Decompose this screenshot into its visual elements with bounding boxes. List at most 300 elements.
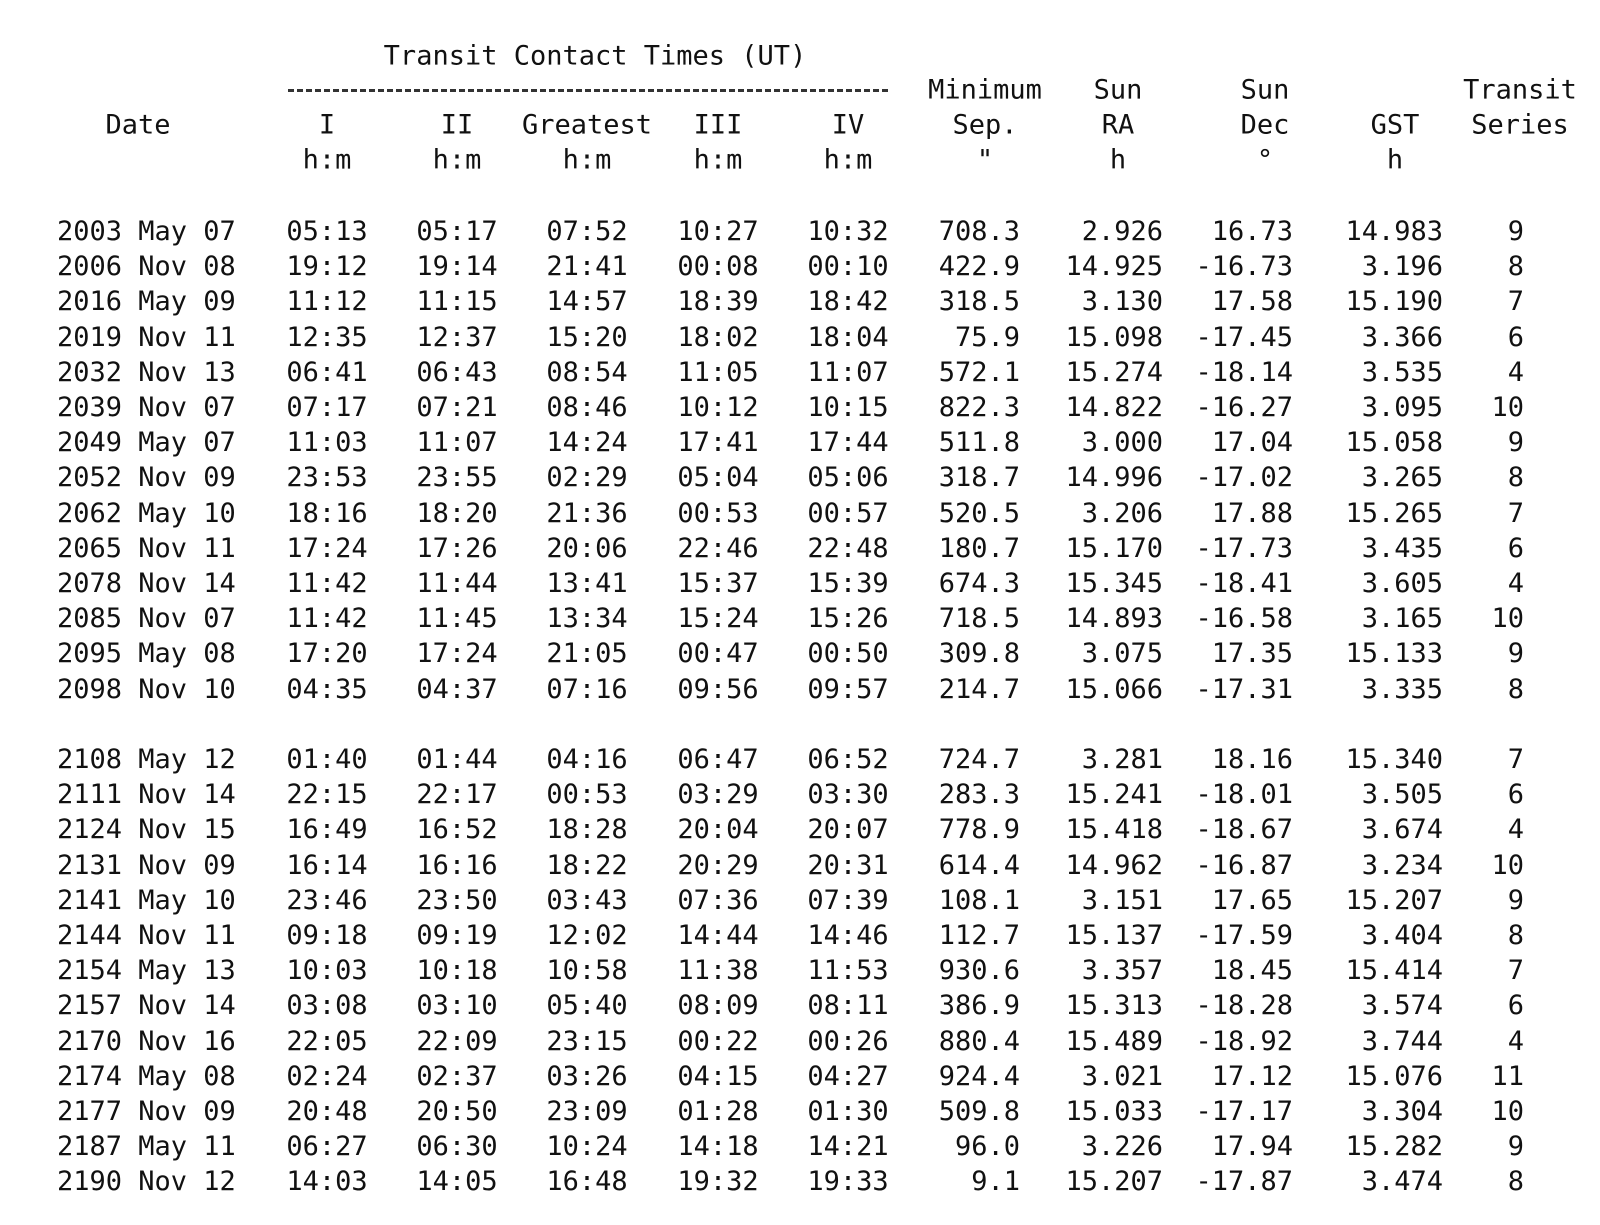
- cell-greatest: 21:05: [546, 638, 628, 670]
- cell-min-sep: 180.7: [938, 532, 1020, 564]
- cell-contact-ii: 11:45: [416, 603, 498, 635]
- header-contact-iv-line-1: IV: [831, 109, 865, 141]
- header-sun-dec-line-1: Sun: [1240, 74, 1290, 106]
- cell-gst: 3.095: [1361, 392, 1443, 423]
- cell-sun-dec: -17.73: [1195, 532, 1293, 564]
- cell-sun-dec: 17.58: [1211, 286, 1293, 318]
- cell-gst: 3.435: [1361, 532, 1443, 564]
- cell-contact-iii: 00:53: [677, 497, 759, 529]
- cell-sun-ra: 15.345: [1065, 568, 1163, 599]
- header-contact-ii-line-1: II: [440, 109, 474, 141]
- cell-transit-series: 4: [1507, 356, 1524, 388]
- cell-greatest: 14:57: [546, 286, 628, 318]
- cell-gst: 3.265: [1361, 462, 1443, 494]
- cell-contact-i: 06:41: [286, 356, 368, 388]
- header-greatest-line-2: h:m: [562, 144, 612, 176]
- cell-sun-ra: 3.151: [1081, 884, 1163, 916]
- cell-sun-dec: -18.14: [1195, 356, 1293, 388]
- cell-contact-ii: 01:44: [416, 744, 498, 775]
- cell-sun-dec: -18.01: [1195, 779, 1293, 811]
- cell-sun-ra: 3.206: [1081, 497, 1163, 529]
- cell-date: 2108 May 12: [57, 744, 236, 775]
- cell-date: 2154 May 13: [57, 955, 236, 987]
- cell-gst: 3.574: [1361, 990, 1443, 1022]
- cell-date: 2177 Nov 09: [57, 1096, 236, 1127]
- cell-greatest: 03:43: [546, 884, 628, 916]
- cell-contact-i: 01:40: [286, 744, 368, 775]
- cell-sun-ra: 3.075: [1081, 638, 1163, 670]
- cell-contact-ii: 22:17: [416, 779, 498, 811]
- cell-gst: 3.366: [1361, 321, 1443, 353]
- cell-contact-i: 14:03: [286, 1166, 368, 1198]
- cell-contact-iii: 18:02: [677, 321, 759, 353]
- cell-greatest: 13:34: [546, 603, 628, 635]
- cell-greatest: 00:53: [546, 779, 628, 811]
- cell-greatest: 20:06: [546, 532, 628, 564]
- cell-date: 2131 Nov 09: [57, 849, 236, 881]
- cell-contact-iv: 22:48: [807, 532, 889, 564]
- header-min-sep-line-1: Minimum: [928, 74, 1042, 106]
- cell-contact-ii: 03:10: [416, 990, 498, 1022]
- cell-contact-iii: 15:37: [677, 568, 759, 599]
- cell-contact-i: 23:53: [286, 462, 368, 494]
- cell-gst: 3.165: [1361, 603, 1443, 635]
- cell-contact-iv: 15:26: [807, 603, 889, 635]
- cell-contact-iii: 04:15: [677, 1060, 759, 1092]
- cell-contact-i: 16:49: [286, 814, 368, 846]
- cell-min-sep: 674.3: [938, 568, 1020, 599]
- cell-gst: 3.304: [1361, 1096, 1443, 1127]
- cell-contact-i: 11:03: [286, 427, 368, 459]
- cell-date: 2174 May 08: [57, 1060, 236, 1092]
- cell-sun-ra: 3.021: [1081, 1060, 1163, 1092]
- cell-contact-iii: 20:04: [677, 814, 759, 846]
- cell-transit-series: 9: [1507, 884, 1524, 916]
- cell-sun-dec: -18.67: [1195, 814, 1293, 846]
- cell-greatest: 16:48: [546, 1166, 628, 1198]
- cell-sun-dec: -18.28: [1195, 990, 1293, 1022]
- header-contact-iii-line-1: III: [693, 109, 743, 141]
- header-contact-iii-line-2: h:m: [693, 144, 743, 176]
- cell-sun-dec: -18.41: [1195, 568, 1293, 599]
- cell-date: 2111 Nov 14: [57, 779, 236, 811]
- cell-contact-iv: 00:57: [807, 497, 889, 529]
- cell-sun-dec: -17.17: [1195, 1096, 1293, 1127]
- cell-min-sep: 283.3: [938, 779, 1020, 811]
- cell-sun-ra: 15.207: [1065, 1166, 1163, 1198]
- cell-greatest: 13:41: [546, 568, 628, 599]
- cell-greatest: 12:02: [546, 920, 628, 951]
- cell-contact-ii: 14:05: [416, 1166, 498, 1198]
- cell-min-sep: 511.8: [938, 427, 1020, 459]
- cell-greatest: 07:16: [546, 673, 628, 705]
- cell-contact-iii: 20:29: [677, 849, 759, 881]
- cell-contact-iv: 05:06: [807, 462, 889, 494]
- cell-gst: 14.983: [1345, 216, 1443, 247]
- cell-gst: 15.340: [1345, 744, 1443, 775]
- cell-contact-ii: 17:24: [416, 638, 498, 670]
- cell-sun-ra: 14.822: [1065, 392, 1163, 423]
- cell-min-sep: 422.9: [938, 251, 1020, 283]
- header-min-sep-line-2: Sep.: [952, 109, 1018, 141]
- cell-contact-iv: 18:42: [807, 286, 889, 318]
- cell-sun-ra: 3.130: [1081, 286, 1163, 318]
- header-gst-line-1: GST: [1370, 109, 1420, 141]
- cell-sun-dec: 17.65: [1211, 884, 1293, 916]
- cell-contact-iv: 11:53: [807, 955, 889, 987]
- cell-contact-i: 05:13: [286, 216, 368, 247]
- cell-gst: 15.076: [1345, 1060, 1443, 1092]
- cell-greatest: 10:58: [546, 955, 628, 987]
- cell-contact-iv: 14:21: [807, 1131, 889, 1163]
- cell-contact-i: 11:42: [286, 568, 368, 599]
- cell-contact-i: 22:05: [286, 1025, 368, 1057]
- cell-contact-i: 11:12: [286, 286, 368, 318]
- cell-contact-ii: 05:17: [416, 216, 498, 247]
- cell-contact-iii: 00:47: [677, 638, 759, 670]
- cell-contact-iii: 17:41: [677, 427, 759, 459]
- cell-date: 2098 Nov 10: [57, 673, 236, 705]
- cell-sun-ra: 14.925: [1065, 251, 1163, 283]
- cell-min-sep: 318.5: [938, 286, 1020, 318]
- cell-sun-dec: -16.87: [1195, 849, 1293, 881]
- cell-contact-iv: 09:57: [807, 673, 889, 705]
- cell-contact-iii: 00:08: [677, 251, 759, 283]
- cell-date: 2003 May 07: [57, 216, 236, 247]
- cell-sun-dec: -18.92: [1195, 1025, 1293, 1057]
- cell-sun-ra: 2.926: [1081, 216, 1163, 247]
- cell-min-sep: 386.9: [938, 990, 1020, 1022]
- cell-sun-dec: 17.88: [1211, 497, 1293, 529]
- cell-greatest: 21:36: [546, 497, 628, 529]
- cell-sun-dec: 16.73: [1211, 216, 1293, 247]
- cell-transit-series: 4: [1507, 814, 1524, 846]
- cell-date: 2049 May 07: [57, 427, 236, 459]
- cell-contact-i: 09:18: [286, 920, 368, 951]
- cell-contact-iii: 19:32: [677, 1166, 759, 1198]
- cell-gst: 3.404: [1361, 920, 1443, 951]
- cell-contact-iii: 05:04: [677, 462, 759, 494]
- cell-contact-ii: 23:55: [416, 462, 498, 494]
- cell-contact-iv: 04:27: [807, 1060, 889, 1092]
- cell-contact-ii: 10:18: [416, 955, 498, 987]
- cell-contact-i: 06:27: [286, 1131, 368, 1163]
- cell-greatest: 04:16: [546, 744, 628, 775]
- cell-transit-series: 6: [1507, 321, 1524, 353]
- cell-contact-i: 20:48: [286, 1096, 368, 1127]
- cell-transit-series: 7: [1507, 744, 1524, 775]
- cell-gst: 3.605: [1361, 568, 1443, 599]
- cell-min-sep: 924.4: [938, 1060, 1020, 1092]
- cell-date: 2170 Nov 16: [57, 1025, 236, 1057]
- cell-greatest: 05:40: [546, 990, 628, 1022]
- cell-transit-series: 10: [1491, 392, 1524, 423]
- cell-sun-dec: -16.27: [1195, 392, 1293, 423]
- cell-min-sep: 108.1: [938, 884, 1020, 916]
- cell-contact-ii: 23:50: [416, 884, 498, 916]
- cell-min-sep: 318.7: [938, 462, 1020, 494]
- cell-gst: 3.744: [1361, 1025, 1443, 1057]
- cell-contact-iii: 15:24: [677, 603, 759, 635]
- cell-sun-ra: 15.274: [1065, 356, 1163, 388]
- cell-sun-dec: 17.35: [1211, 638, 1293, 670]
- cell-gst: 3.505: [1361, 779, 1443, 811]
- cell-sun-ra: 15.033: [1065, 1096, 1163, 1127]
- cell-contact-i: 07:17: [286, 392, 368, 423]
- cell-date: 2039 Nov 07: [57, 392, 236, 423]
- cell-contact-iv: 15:39: [807, 568, 889, 599]
- cell-sun-dec: 17.12: [1211, 1060, 1293, 1092]
- cell-sun-dec: -16.58: [1195, 603, 1293, 635]
- cell-contact-ii: 11:07: [416, 427, 498, 459]
- cell-contact-ii: 09:19: [416, 920, 498, 951]
- cell-transit-series: 9: [1507, 638, 1524, 670]
- cell-transit-series: 6: [1507, 532, 1524, 564]
- cell-contact-iii: 07:36: [677, 884, 759, 916]
- cell-contact-i: 18:16: [286, 497, 368, 529]
- cell-date: 2157 Nov 14: [57, 990, 236, 1022]
- cell-contact-i: 03:08: [286, 990, 368, 1022]
- cell-sun-dec: -17.02: [1195, 462, 1293, 494]
- cell-date: 2006 Nov 08: [57, 251, 236, 283]
- cell-sun-ra: 15.066: [1065, 673, 1163, 705]
- cell-date: 2085 Nov 07: [57, 603, 236, 635]
- cell-contact-ii: 11:15: [416, 286, 498, 318]
- cell-sun-dec: 17.94: [1211, 1131, 1293, 1163]
- cell-date: 2095 May 08: [57, 638, 236, 670]
- cell-min-sep: 520.5: [938, 497, 1020, 529]
- cell-contact-ii: 16:52: [416, 814, 498, 846]
- cell-contact-iv: 19:33: [807, 1166, 889, 1198]
- cell-gst: 3.674: [1361, 814, 1443, 846]
- header-contact-i-line-2: h:m: [302, 144, 352, 176]
- cell-contact-ii: 17:26: [416, 532, 498, 564]
- header-transit-series-line-2: Series: [1471, 109, 1569, 141]
- cell-sun-ra: 15.313: [1065, 990, 1163, 1022]
- cell-contact-iii: 18:39: [677, 286, 759, 318]
- header-transit-series-line-1: Transit: [1463, 74, 1577, 106]
- cell-contact-iii: 06:47: [677, 744, 759, 775]
- cell-min-sep: 509.8: [938, 1096, 1020, 1127]
- cell-gst: 15.282: [1345, 1131, 1443, 1163]
- header-contact-ii-line-2: h:m: [432, 144, 482, 176]
- cell-sun-ra: 15.241: [1065, 779, 1163, 811]
- cell-contact-i: 10:03: [286, 955, 368, 987]
- header-sun-dec-line-2: Dec: [1240, 109, 1290, 141]
- cell-contact-ii: 02:37: [416, 1060, 498, 1092]
- cell-contact-i: 19:12: [286, 251, 368, 283]
- cell-contact-iii: 01:28: [677, 1096, 759, 1127]
- cell-greatest: 23:09: [546, 1096, 628, 1127]
- cell-contact-iv: 18:04: [807, 321, 889, 353]
- cell-gst: 3.234: [1361, 849, 1443, 881]
- cell-date: 2124 Nov 15: [57, 814, 236, 846]
- cell-min-sep: 309.8: [938, 638, 1020, 670]
- cell-transit-series: 8: [1507, 920, 1524, 951]
- cell-greatest: 21:41: [546, 251, 628, 283]
- cell-sun-dec: 18.45: [1211, 955, 1293, 987]
- cell-greatest: 14:24: [546, 427, 628, 459]
- header-sun-dec-line-3: °: [1256, 144, 1274, 176]
- cell-contact-iii: 11:38: [677, 955, 759, 987]
- cell-sun-dec: 18.16: [1211, 744, 1293, 775]
- cell-sun-dec: -17.45: [1195, 321, 1293, 353]
- cell-transit-series: 6: [1507, 990, 1524, 1022]
- cell-contact-ii: 20:50: [416, 1096, 498, 1127]
- cell-gst: 15.190: [1345, 286, 1443, 318]
- cell-sun-ra: 3.000: [1081, 427, 1163, 459]
- cell-contact-i: 17:20: [286, 638, 368, 670]
- cell-min-sep: 572.1: [938, 356, 1020, 388]
- cell-sun-ra: 3.226: [1081, 1131, 1163, 1163]
- cell-sun-dec: -16.73: [1195, 251, 1293, 283]
- cell-gst: 3.535: [1361, 356, 1443, 388]
- cell-contact-i: 11:42: [286, 603, 368, 635]
- cell-sun-ra: 15.489: [1065, 1025, 1163, 1057]
- header-sun-ra-line-3: h: [1109, 144, 1127, 176]
- cell-contact-i: 04:35: [286, 673, 368, 705]
- cell-min-sep: 75.9: [954, 321, 1020, 353]
- cell-contact-iv: 17:44: [807, 427, 889, 459]
- cell-date: 2190 Nov 12: [57, 1166, 236, 1198]
- cell-contact-iv: 11:07: [807, 356, 889, 388]
- header-greatest-line-1: Greatest: [521, 109, 653, 141]
- cell-sun-ra: 15.137: [1065, 920, 1163, 951]
- cell-contact-ii: 11:44: [416, 568, 498, 599]
- header-date-line-1: Date: [105, 109, 171, 141]
- cell-transit-series: 10: [1491, 1096, 1524, 1127]
- cell-greatest: 15:20: [546, 321, 628, 353]
- cell-sun-dec: -17.31: [1195, 673, 1293, 705]
- cell-contact-i: 12:35: [286, 321, 368, 353]
- cell-date: 2032 Nov 13: [57, 356, 236, 388]
- cell-min-sep: 930.6: [938, 955, 1020, 987]
- cell-date: 2052 Nov 09: [57, 462, 236, 494]
- cell-contact-iv: 20:31: [807, 849, 889, 881]
- cell-contact-ii: 12:37: [416, 321, 498, 353]
- cell-transit-series: 4: [1507, 568, 1524, 599]
- cell-min-sep: 96.0: [954, 1131, 1020, 1163]
- cell-date: 2062 May 10: [57, 497, 236, 529]
- cell-transit-series: 10: [1491, 603, 1524, 635]
- header-sun-ra-line-2: RA: [1101, 109, 1135, 141]
- cell-transit-series: 9: [1507, 216, 1524, 247]
- cell-contact-iv: 00:26: [807, 1025, 889, 1057]
- cell-contact-iv: 00:50: [807, 638, 889, 670]
- cell-min-sep: 112.7: [938, 920, 1020, 951]
- cell-sun-dec: -17.87: [1195, 1166, 1293, 1198]
- cell-contact-iii: 10:27: [677, 216, 759, 247]
- cell-contact-iv: 06:52: [807, 744, 889, 775]
- cell-contact-iii: 03:29: [677, 779, 759, 811]
- cell-date: 2019 Nov 11: [57, 321, 236, 353]
- cell-min-sep: 822.3: [938, 392, 1020, 423]
- cell-contact-ii: 16:16: [416, 849, 498, 881]
- cell-contact-iii: 11:05: [677, 356, 759, 388]
- cell-greatest: 10:24: [546, 1131, 628, 1163]
- cell-contact-ii: 22:09: [416, 1025, 498, 1057]
- cell-contact-ii: 18:20: [416, 497, 498, 529]
- header-min-sep-line-3: ": [976, 144, 994, 176]
- cell-contact-ii: 04:37: [416, 673, 498, 705]
- cell-date: 2141 May 10: [57, 884, 236, 916]
- cell-gst: 15.414: [1345, 955, 1443, 987]
- cell-contact-iv: 20:07: [807, 814, 889, 846]
- cell-transit-series: 10: [1491, 849, 1524, 881]
- cell-contact-iv: 10:32: [807, 216, 889, 247]
- cell-transit-series: 7: [1507, 497, 1524, 529]
- cell-sun-ra: 3.281: [1081, 744, 1163, 775]
- cell-gst: 15.058: [1345, 427, 1443, 459]
- cell-greatest: 23:15: [546, 1025, 628, 1057]
- cell-gst: 15.207: [1345, 884, 1443, 916]
- cell-contact-ii: 07:21: [416, 392, 498, 423]
- cell-sun-ra: 14.962: [1065, 849, 1163, 881]
- cell-greatest: 02:29: [546, 462, 628, 494]
- cell-min-sep: 614.4: [938, 849, 1020, 881]
- cell-greatest: 08:46: [546, 392, 628, 423]
- cell-contact-iii: 08:09: [677, 990, 759, 1022]
- cell-transit-series: 7: [1507, 955, 1524, 987]
- cell-greatest: 18:22: [546, 849, 628, 881]
- cell-transit-series: 8: [1507, 462, 1524, 494]
- cell-min-sep: 718.5: [938, 603, 1020, 635]
- cell-contact-i: 23:46: [286, 884, 368, 916]
- cell-transit-series: 9: [1507, 427, 1524, 459]
- cell-sun-dec: 17.04: [1211, 427, 1293, 459]
- cell-contact-i: 22:15: [286, 779, 368, 811]
- cell-sun-ra: 15.418: [1065, 814, 1163, 846]
- cell-date: 2065 Nov 11: [57, 532, 236, 564]
- cell-contact-iv: 08:11: [807, 990, 889, 1022]
- cell-transit-series: 9: [1507, 1131, 1524, 1163]
- cell-sun-ra: 3.357: [1081, 955, 1163, 987]
- cell-contact-iii: 14:44: [677, 920, 759, 951]
- cell-contact-i: 16:14: [286, 849, 368, 881]
- cell-transit-series: 6: [1507, 779, 1524, 811]
- cell-date: 2016 May 09: [57, 286, 236, 318]
- group-title: Transit Contact Times (UT): [383, 40, 807, 72]
- cell-gst: 3.196: [1361, 251, 1443, 283]
- cell-contact-iv: 03:30: [807, 779, 889, 811]
- cell-contact-ii: 06:43: [416, 356, 498, 388]
- cell-sun-ra: 15.170: [1065, 532, 1163, 564]
- cell-transit-series: 4: [1507, 1025, 1524, 1057]
- cell-gst: 15.265: [1345, 497, 1443, 529]
- cell-contact-iv: 14:46: [807, 920, 889, 951]
- cell-transit-series: 7: [1507, 286, 1524, 318]
- cell-date: 2078 Nov 14: [57, 568, 236, 599]
- cell-gst: 15.133: [1345, 638, 1443, 670]
- cell-gst: 3.335: [1361, 673, 1443, 705]
- cell-contact-iv: 10:15: [807, 392, 889, 423]
- cell-contact-ii: 19:14: [416, 251, 498, 283]
- cell-date: 2187 May 11: [57, 1131, 236, 1163]
- cell-contact-ii: 06:30: [416, 1131, 498, 1163]
- header-gst-line-2: h: [1386, 144, 1404, 176]
- cell-transit-series: 8: [1507, 673, 1524, 705]
- cell-contact-iv: 01:30: [807, 1096, 889, 1127]
- cell-sun-dec: -17.59: [1195, 920, 1293, 951]
- cell-contact-iv: 07:39: [807, 884, 889, 916]
- cell-min-sep: 9.1: [971, 1166, 1020, 1198]
- cell-min-sep: 724.7: [938, 744, 1020, 775]
- cell-contact-i: 17:24: [286, 532, 368, 564]
- cell-sun-ra: 14.996: [1065, 462, 1163, 494]
- cell-min-sep: 708.3: [938, 216, 1020, 247]
- cell-sun-ra: 15.098: [1065, 321, 1163, 353]
- header-contact-i-line-1: I: [318, 109, 336, 141]
